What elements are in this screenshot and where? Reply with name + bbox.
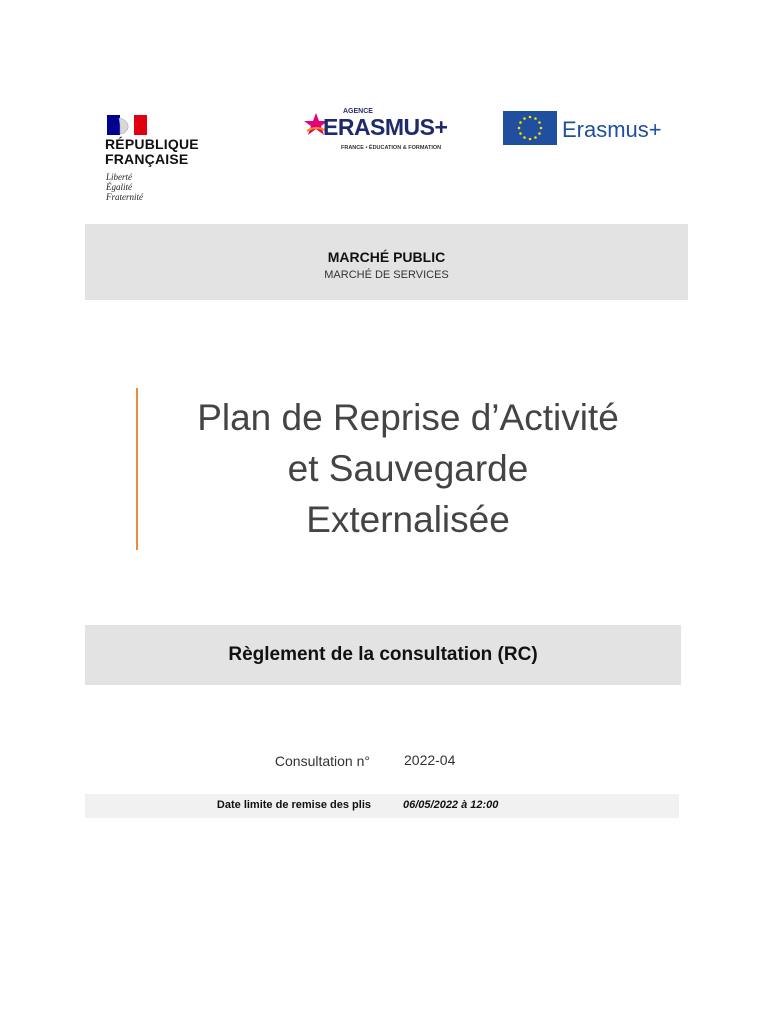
republique-line: RÉPUBLIQUE — [105, 136, 199, 152]
marche-subtitle: MARCHÉ DE SERVICES — [324, 269, 449, 281]
motto-egalite: Égalité — [106, 182, 132, 192]
title-line-2: et Sauvegarde — [287, 448, 529, 489]
date-limite-value: 06/05/2022 à 12:00 — [403, 799, 499, 811]
rc-box — [85, 625, 681, 685]
erasmus-wordmark — [323, 114, 447, 141]
agence-subtitle: FRANCE • ÉDUCATION & FORMATION — [341, 145, 442, 151]
marche-header-box — [85, 224, 688, 300]
francaise-line: FRANÇAISE — [105, 151, 189, 167]
republique-motto — [106, 172, 143, 202]
republique-title — [105, 137, 199, 167]
consultation-value: 2022-04 — [404, 752, 456, 768]
marianne-flag-icon — [107, 115, 147, 135]
date-limite-row — [85, 794, 679, 818]
document-title — [150, 392, 666, 545]
title-line-1: Plan de Reprise d’Activité — [197, 397, 619, 438]
eu-flag-icon — [503, 111, 557, 145]
title-line-3: Externalisée — [306, 499, 510, 540]
motto-liberte: Liberté — [106, 172, 132, 182]
eu-erasmus-text: Erasmus+ — [562, 117, 662, 142]
rc-title: Règlement de la consultation (RC) — [228, 644, 538, 665]
erasmus-text: ERASMUS — [323, 114, 435, 140]
eu-erasmus-logo — [503, 111, 683, 147]
motto-fraternite: Fraternité — [106, 192, 143, 202]
erasmus-plus-sign: + — [434, 114, 448, 140]
agence-erasmus-logo — [303, 103, 473, 158]
date-limite-label: Date limite de remise des plis — [216, 799, 371, 811]
agence-label: AGENCE — [343, 108, 373, 115]
republique-francaise-logo — [93, 103, 220, 211]
title-accent-line — [136, 388, 138, 550]
consultation-label: Consultation n° — [274, 753, 370, 769]
marche-title: MARCHÉ PUBLIC — [327, 249, 446, 265]
